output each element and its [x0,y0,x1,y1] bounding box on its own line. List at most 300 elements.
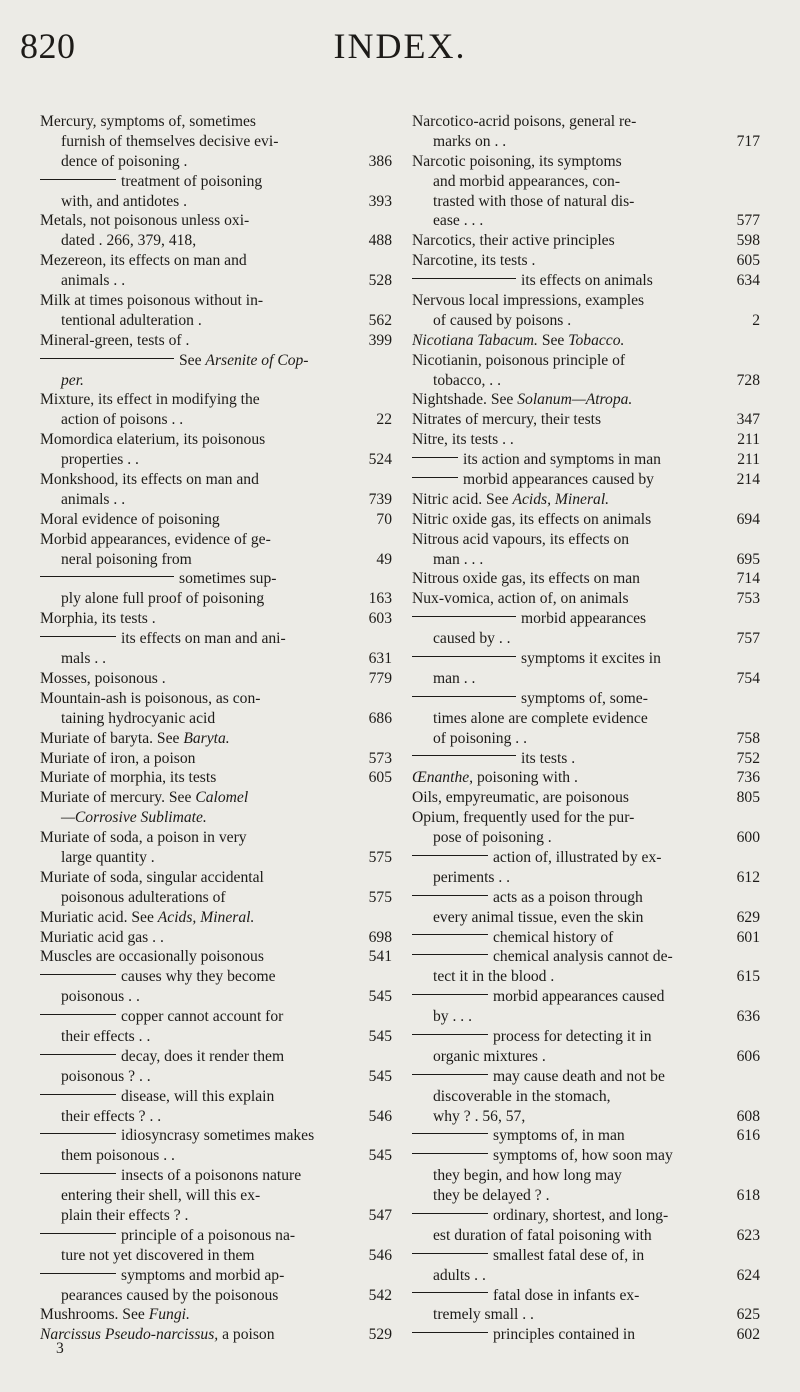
entry-words: tobacco, . . [433,371,501,389]
entry-words: causes why they become [121,968,276,986]
index-line [412,211,760,231]
page-reference: 347 [736,411,760,429]
entry-text [433,172,620,192]
index-line [40,331,392,351]
entry-words: ply alone full proof of poisoning [61,590,265,608]
index-line [412,231,760,251]
page-reference: 625 [736,1306,760,1324]
index-entry [412,649,760,689]
page-reference: 211 [737,451,760,469]
index-line [40,689,392,709]
index-line [412,629,760,649]
entry-words: Muriate of iron, a poison [40,749,196,767]
index-entry [412,470,760,490]
index-line [412,669,760,689]
index-entry [412,351,760,391]
entry-text [412,1126,625,1146]
entry-words: symptoms of, how soon may [493,1147,673,1165]
entry-text [412,470,654,490]
index-line [40,709,392,729]
index-line [412,410,760,430]
entry-text [40,1266,284,1286]
index-line [40,669,392,689]
entry-text [61,132,278,152]
entry-text [412,788,629,808]
entry-text [433,908,643,928]
index-line [40,629,392,649]
entry-text [61,987,140,1007]
entry-words: Muriate of baryta. See [40,729,184,747]
entry-words: decay, does it render them [121,1047,285,1065]
index-line [412,808,760,828]
entry-text [412,490,609,510]
entry-words: treatment of poisoning [121,172,263,190]
page-reference: 545 [368,988,392,1006]
index-entry [412,1027,760,1067]
ditto-dash [412,755,516,756]
index-line [412,351,760,371]
entry-words: morbid appearances [521,610,647,628]
entry-words: tect it in the blood . [433,968,555,986]
entry-text [40,868,264,888]
index-entry [412,530,760,570]
entry-words: trasted with those of natural dis- [433,192,635,210]
index-entry [412,609,760,649]
index-entry [40,510,392,530]
entry-text [61,1107,161,1127]
page-reference: 779 [368,669,392,687]
entry-text [412,331,624,351]
entry-text [433,669,475,689]
page-reference: 686 [368,709,392,727]
index-entry [412,490,760,510]
entry-text [40,928,164,948]
entry-text [40,1047,284,1067]
ditto-dash [412,1332,488,1333]
signature-mark: 3 [56,1340,64,1357]
ditto-dash [412,1074,488,1075]
index-line [412,371,760,391]
index-entry [40,1126,392,1166]
index-line [40,1047,392,1067]
index-entry [40,1226,392,1266]
entry-words: symptoms of, some- [521,689,648,707]
page-reference: 605 [368,769,392,787]
index-line [40,848,392,868]
index-entry [412,1146,760,1206]
ditto-dash [40,1014,116,1015]
page-reference: 577 [736,212,760,230]
page-reference: 545 [368,1067,392,1085]
index-entry [40,749,392,769]
entry-words: organic mixtures . [433,1047,546,1065]
page-reference: 524 [368,451,392,469]
entry-italic: Fungi. [148,1306,190,1324]
index-line [40,470,392,490]
entry-words: poisonous . . [61,988,140,1006]
index-entry [40,947,392,967]
entry-text [40,331,189,351]
entry-text [40,768,216,788]
entry-words: periments . . [433,868,511,886]
entry-words: Oils, empyreumatic, are poisonous [412,789,629,807]
ditto-dash [40,576,174,577]
entry-text [61,192,187,212]
index-line [40,729,392,749]
page-reference: 541 [368,948,392,966]
index-entry [40,669,392,689]
entry-words: See [537,331,569,349]
index-entry [40,1266,392,1306]
entry-words: neral poisoning from [61,550,192,568]
index-line [412,967,760,987]
index-entry [412,510,760,530]
index-line [412,132,760,152]
entry-text [433,967,554,987]
index-entry [40,172,392,212]
index-entry [40,689,392,729]
page-reference: 542 [368,1286,392,1304]
entry-text [412,888,643,908]
ditto-dash [40,1094,116,1095]
index-line [412,470,760,490]
ditto-dash [40,636,116,637]
index-line [40,749,392,769]
index-entry [40,1087,392,1127]
entry-words: process for detecting it in [493,1027,652,1045]
page-reference: 214 [736,471,760,489]
page-reference: 2 [752,311,760,329]
index-entry [40,768,392,788]
entry-words: furnish of themselves decisive evi- [61,132,279,150]
index-line [412,848,760,868]
index-entry [412,410,760,430]
index-line [412,569,760,589]
ditto-dash [412,1133,488,1134]
entry-text [40,530,271,550]
entry-text [433,629,511,649]
index-line [412,1266,760,1286]
entry-text [40,749,195,769]
entry-text [433,1047,546,1067]
entry-words: Morphia, its tests . [40,610,156,628]
entry-words: pearances caused by the poisonous [61,1286,279,1304]
index-line [40,1186,392,1206]
entry-words: Nitric oxide gas, its effects on animals [412,510,652,528]
entry-words: Mineral-green, tests of . [40,331,190,349]
index-line [412,1126,760,1146]
page-reference: 601 [736,928,760,946]
entry-text [61,1027,150,1047]
entry-text [433,709,648,729]
entry-words: acts as a poison through [493,888,643,906]
index-line [412,1166,760,1186]
entry-words: them poisonous . . [61,1147,175,1165]
index-entry [412,689,760,749]
ditto-dash [412,457,458,458]
entry-words: Muriatic acid. See [40,908,158,926]
index-line [40,430,392,450]
entry-words: Opium, frequently used for the pur- [412,809,635,827]
index-line [412,987,760,1007]
entry-words: poisonous ? . . [61,1067,151,1085]
ditto-dash [412,855,488,856]
entry-words: dated . 266, 379, 418, [61,232,197,250]
index-line [412,908,760,928]
entry-text [40,470,259,490]
page-reference: 736 [736,769,760,787]
entry-words: large quantity . [61,848,155,866]
entry-words: fatal dose in infants ex- [493,1286,640,1304]
index-line [40,908,392,928]
index-line [40,788,392,808]
entry-words: Nervous local impressions, examples [412,292,645,310]
ditto-dash [412,696,516,697]
page-reference: 600 [736,829,760,847]
entry-text [433,1087,611,1107]
page-reference: 739 [368,490,392,508]
entry-text [433,550,483,570]
entry-text [40,351,309,371]
entry-words: ease . . . [433,212,484,230]
entry-words: Narcotics, their active principles [412,232,615,250]
entry-text [412,589,629,609]
index-entry [412,947,760,987]
entry-words: est duration of fatal poisoning with [433,1226,652,1244]
entry-text [433,371,501,391]
index-entry [412,271,760,291]
entry-words: its effects on animals [521,272,653,290]
page-reference: 805 [736,789,760,807]
page-reference: 528 [368,272,392,290]
index-line [412,1107,760,1127]
entry-text [412,1325,635,1345]
entry-text [40,629,286,649]
index-entry [412,1126,760,1146]
entry-italic: —Corrosive Sublimate. [61,809,207,827]
entry-text [61,1146,175,1166]
index-entry [412,768,760,788]
index-entry [412,231,760,251]
entry-words: taining hydrocyanic acid [61,709,216,727]
entry-words: chemical analysis cannot de- [493,948,673,966]
entry-words: Mosses, poisonous . [40,669,166,687]
entry-words: man . . [433,669,476,687]
entry-text [40,390,260,410]
index-line [412,271,760,291]
entry-text [412,351,625,371]
index-line [40,947,392,967]
entry-text [61,709,215,729]
index-entry [412,251,760,271]
page-reference: 629 [736,908,760,926]
index-line [412,1226,760,1246]
index-line [412,192,760,212]
entry-words: Nux-vomica, action of, on animals [412,590,629,608]
ditto-dash [412,1034,488,1035]
entry-words: Muriate of soda, singular accidental [40,868,264,886]
entry-words: Metals, not poisonous unless oxi- [40,212,250,230]
page-reference: 598 [736,232,760,250]
index-entry [40,1305,392,1325]
entry-words: man . . . [433,550,484,568]
page-reference: 163 [368,590,392,608]
index-line [40,192,392,212]
entry-text [433,192,634,212]
index-entry [40,470,392,510]
index-entry [412,430,760,450]
ditto-dash [412,895,488,896]
index-line [412,530,760,550]
ditto-dash [412,1213,488,1214]
entry-words: symptoms of, in man [493,1127,625,1145]
entry-text [412,510,651,530]
index-entry [40,291,392,331]
page-reference: 547 [368,1206,392,1224]
entry-text [412,410,601,430]
index-line [40,1325,392,1345]
entry-words: caused by . . [433,630,511,648]
index-line [40,530,392,550]
index-line [412,311,760,331]
ditto-dash [412,278,516,279]
entry-italic: per. [61,371,84,389]
index-line [412,1206,760,1226]
page-reference: 754 [736,669,760,687]
index-line [40,351,392,371]
entry-words: by . . . [433,1008,472,1026]
page-reference: 562 [368,311,392,329]
index-line [412,868,760,888]
index-line [40,1226,392,1246]
entry-words: animals . . [61,272,126,290]
entry-words: insects of a poisonons nature [121,1167,302,1185]
index-entry [40,788,392,828]
index-line [40,1146,392,1166]
index-line [40,967,392,987]
entry-words: Mushrooms. See [40,1306,149,1324]
index-entry [40,908,392,928]
index-line [40,569,392,589]
entry-text [61,1206,188,1226]
entry-text [40,1325,275,1345]
page-reference: 636 [736,1008,760,1026]
index-line [40,828,392,848]
ditto-dash [40,179,116,180]
index-line [40,371,392,391]
entry-words: Nightshade. See [412,391,518,409]
entry-words: Nitre, its tests . . [412,431,514,449]
entry-text [61,490,125,510]
index-line [412,1047,760,1067]
ditto-dash [40,358,174,359]
index-line [412,1087,760,1107]
index-line [412,928,760,948]
entry-words: pose of poisoning . [433,829,552,847]
index-line [40,1266,392,1286]
entry-words: every animal tissue, even the skin [433,908,644,926]
entry-italic: Solanum—Atropa. [517,391,633,409]
page-reference: 386 [368,152,392,170]
index-line [412,888,760,908]
index-line [40,231,392,251]
index-line [40,1286,392,1306]
entry-text [433,1186,549,1206]
entry-text [412,450,661,470]
entry-text [40,669,166,689]
entry-text [40,172,262,192]
entry-text [412,928,613,948]
entry-text [40,251,247,271]
entry-words: poisonous adulterations of [61,888,226,906]
entry-text [40,1126,314,1146]
index-entry [40,211,392,251]
entry-words: they begin, and how long may [433,1167,622,1185]
entry-text [40,828,247,848]
page-reference: 603 [368,610,392,628]
entry-words: properties . . [61,451,139,469]
index-line [412,1186,760,1206]
page-reference: 694 [736,510,760,528]
page-reference: 399 [368,331,392,349]
entry-text [40,609,156,629]
entry-words: smallest fatal dese of, in [493,1246,645,1264]
entry-words: Momordica elaterium, its poisonous [40,431,266,449]
entry-text [61,231,196,251]
ditto-dash [412,477,458,478]
index-line [40,271,392,291]
index-line [40,888,392,908]
index-entry [40,828,392,868]
entry-text [412,390,632,410]
page-reference: 546 [368,1107,392,1125]
entry-words: Muscles are occasionally poisonous [40,948,264,966]
page-reference: 631 [368,650,392,668]
entry-text [412,251,535,271]
entry-words: discoverable in the stomach, [433,1087,611,1105]
page-reference: 575 [368,888,392,906]
index-line [40,510,392,530]
index-line [40,808,392,828]
index-line [412,589,760,609]
entry-text [412,649,661,669]
running-title: INDEX. [333,26,467,66]
index-entry [412,291,760,331]
index-line [412,152,760,172]
index-entry [40,530,392,570]
entry-text [412,291,644,311]
ditto-dash [412,1253,488,1254]
index-entry [40,729,392,749]
index-entry [40,1325,392,1345]
entry-words: Narcotine, its tests . [412,252,536,270]
entry-words: Nitrous oxide gas, its effects on man [412,570,640,588]
entry-italic: Tobacco. [568,331,625,349]
entry-text [40,112,256,132]
index-line [412,390,760,410]
index-entry [412,1286,760,1326]
entry-text [433,1305,534,1325]
index-entry [412,390,760,410]
ditto-dash [412,616,516,617]
page-reference: 615 [736,968,760,986]
page-reference: 608 [736,1107,760,1125]
page-reference: 545 [368,1027,392,1045]
index-entry [40,1047,392,1087]
entry-text [40,1007,283,1027]
index-entry [40,351,392,391]
index-line [412,689,760,709]
